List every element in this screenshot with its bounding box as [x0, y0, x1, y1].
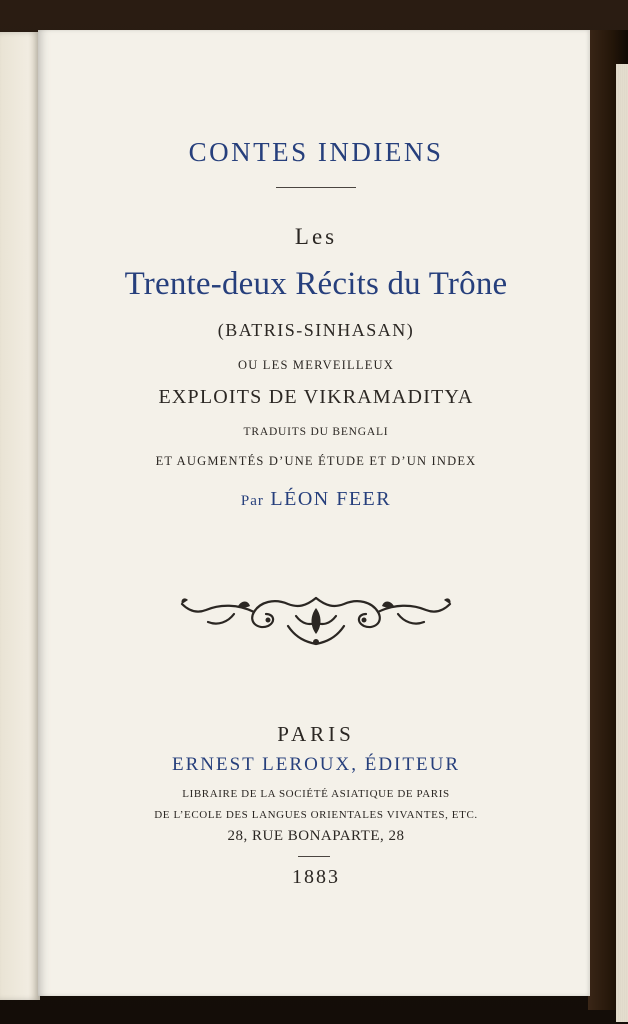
subtitle-original: (BATRIS-SINHASAN) [217, 320, 415, 340]
publisher-name: ERNEST LEROUX, ÉDITEUR [172, 754, 460, 775]
imprint-city: PARIS [277, 722, 355, 746]
author-name: LÉON FEER [270, 488, 392, 510]
subtitle-ou: OU LES MERVEILLEUX [238, 358, 394, 372]
floral-scroll-ornament-icon [178, 586, 454, 650]
publisher-address: 28, RUE BONAPARTE, 28 [227, 828, 405, 844]
divider-rule-small [298, 856, 330, 857]
title-page [38, 30, 590, 996]
subtitle-exploits: EXPLOITS DE VIKRAMADITYA [158, 386, 474, 408]
publication-year: 1883 [292, 866, 340, 888]
translation-note: TRADUITS DU BENGALI [243, 426, 389, 438]
title-article: Les [294, 224, 338, 249]
publisher-affiliation-2: DE L’ECOLE DES LANGUES ORIENTALES VIVANTES, ETC. [154, 809, 478, 821]
page-edges [616, 64, 628, 1022]
main-title: Trente-deux Récits du Trône [124, 266, 508, 302]
divider-rule [276, 187, 356, 188]
author-line [76, 488, 556, 511]
facing-page [0, 32, 40, 1000]
author-prefix: Par [240, 493, 264, 509]
publisher-affiliation-1: LIBRAIRE DE LA SOCIÉTÉ ASIATIQUE DE PARIS [182, 788, 450, 800]
series-title: CONTES INDIENS [188, 137, 444, 167]
augmentation-note: ET AUGMENTÉS D’UNE ÉTUDE ET D’UN INDEX [155, 454, 477, 468]
